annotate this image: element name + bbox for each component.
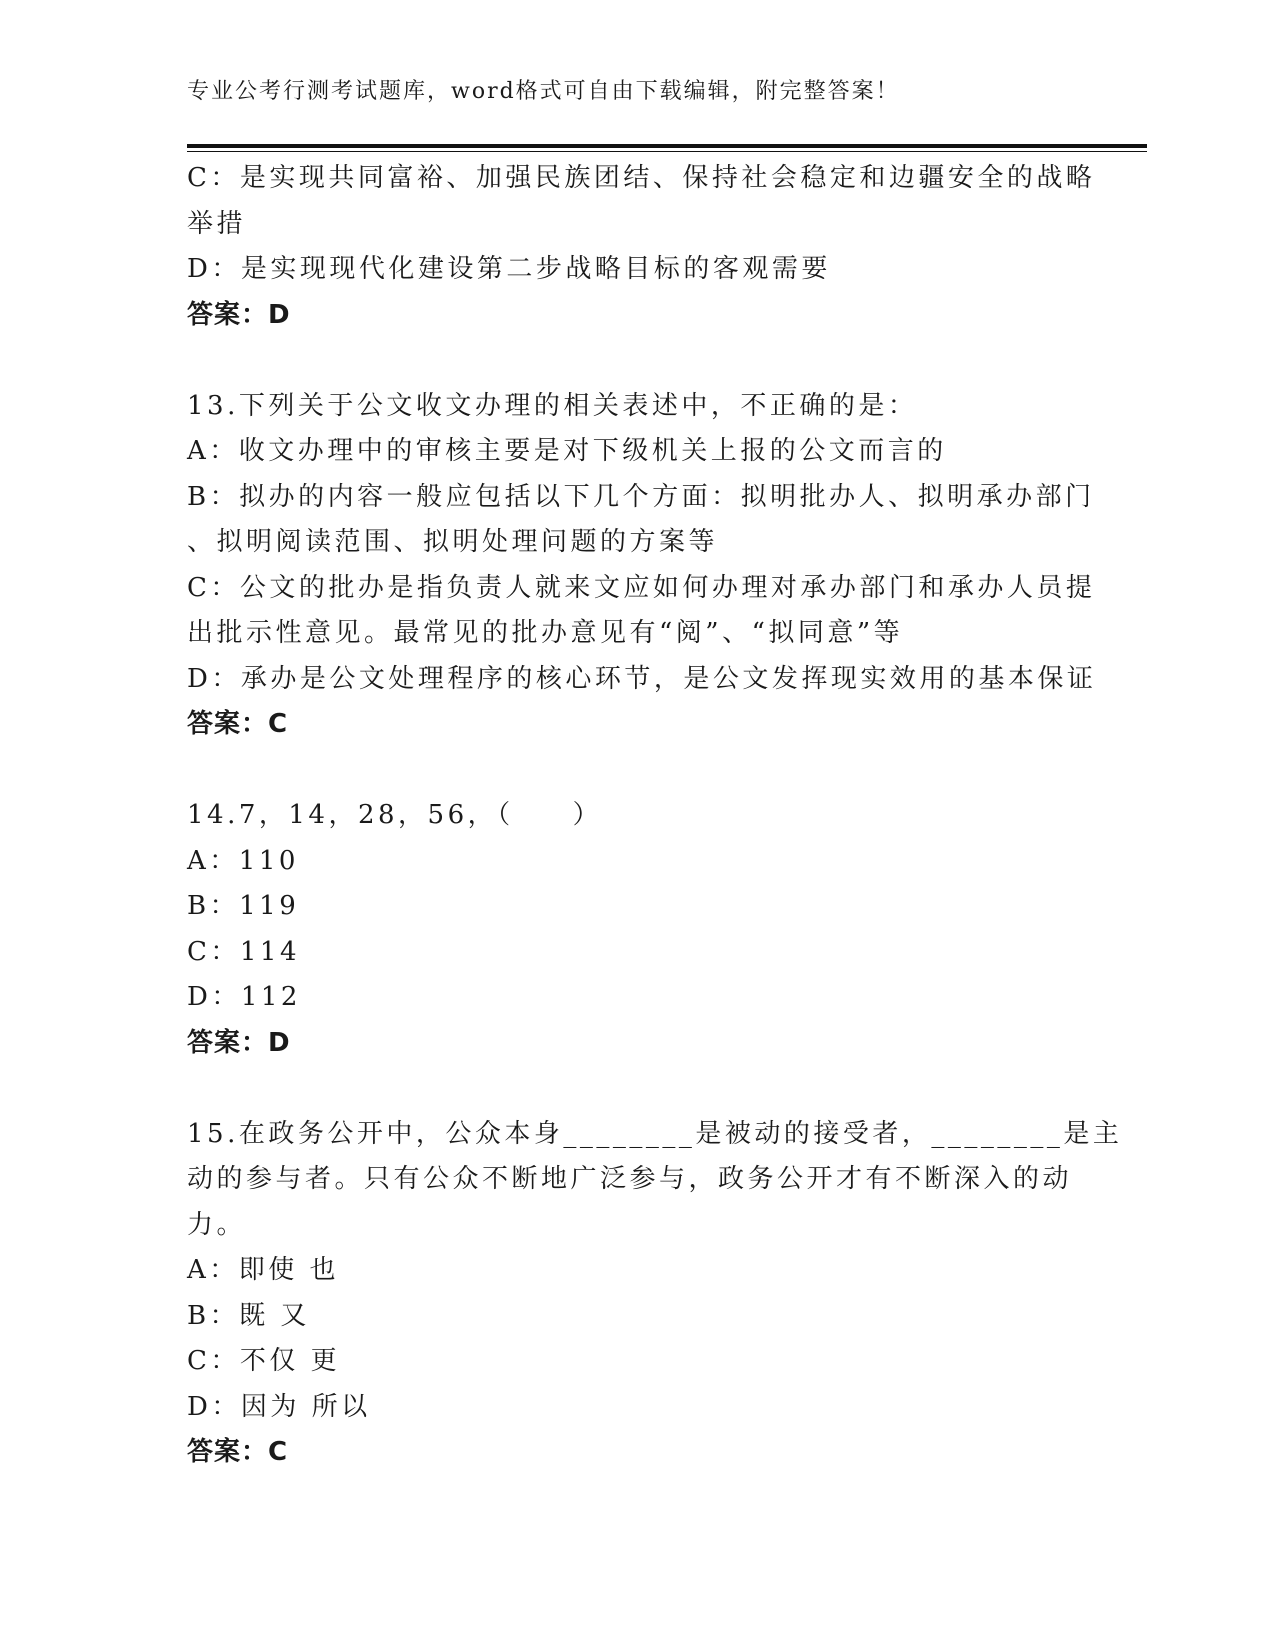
question-line: 举措	[187, 208, 247, 239]
question-line: A：即使 也	[187, 1255, 340, 1285]
question-line: D：承办是公文处理程序的核心环节，是公文发挥现实效用的基本保证	[187, 663, 1097, 694]
question-block	[187, 156, 1096, 384]
block-spacer	[187, 748, 1067, 794]
question-line: A：收文办理中的审核主要是对下级机关上报的公文而言的	[187, 436, 947, 466]
question-line: A：110	[187, 845, 299, 876]
question-block	[187, 1112, 1123, 1476]
question-line: C：公文的批办是指负责人就来文应如何办理对承办部门和承办人员提	[187, 572, 1096, 603]
question-line: 13.下列关于公文收文办理的相关表述中，不正确的是：	[187, 390, 918, 421]
question-line: 15.在政务公开中，公众本身________是被动的接受者，________是主	[187, 1118, 1123, 1149]
question-line: 动的参与者。只有公众不断地广泛参与，政务公开才有不断深入的动	[187, 1164, 1073, 1194]
header-rule-thick	[187, 144, 1147, 148]
question-line: 、拟明阅读范围、拟明处理问题的方案等	[187, 527, 719, 557]
block-spacer	[187, 338, 1067, 384]
question-line: B：拟办的内容一般应包括以下几个方面：拟明批办人、拟明承办部门	[187, 481, 1095, 512]
answer-line: 答案：D	[187, 1027, 291, 1058]
question-line: C：是实现共同富裕、加强民族团结、保持社会稳定和边疆安全的战略	[187, 163, 1096, 193]
question-content	[187, 156, 1123, 1476]
page-header: 专业公考行测考试题库，word格式可自由下载编辑，附完整答案！	[187, 79, 900, 104]
question-line: 出批示性意见。最常见的批办意见有“阅”、“拟同意”等	[187, 618, 904, 648]
question-line: D：是实现现代化建设第二步战略目标的客观需要	[187, 254, 831, 284]
question-line: B：既 又	[187, 1300, 310, 1331]
answer-line: 答案：D	[187, 299, 291, 330]
question-line: B：119	[187, 891, 300, 921]
answer-line: 答案：C	[187, 1437, 289, 1467]
question-line: 力。	[187, 1209, 247, 1240]
question-line: C：不仅 更	[187, 1346, 341, 1376]
header-rule-thin	[187, 151, 1147, 152]
question-line: 14.7，14，28，56，（ ）	[187, 800, 603, 830]
question-line: C：114	[187, 936, 301, 967]
question-block	[187, 384, 1097, 794]
question-line: D：因为 所以	[187, 1391, 371, 1422]
answer-line: 答案：C	[187, 709, 289, 739]
question-block	[187, 793, 1067, 1112]
block-spacer	[187, 1066, 1067, 1112]
question-line: D：112	[187, 982, 301, 1012]
